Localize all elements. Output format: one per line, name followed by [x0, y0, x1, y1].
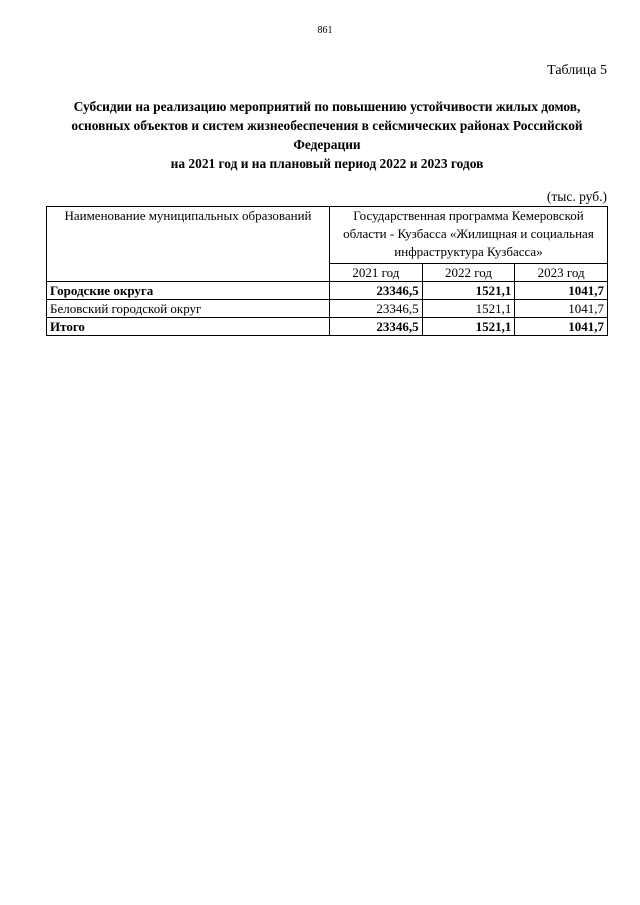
row-value-2023: 1041,7: [515, 318, 608, 336]
row-value-2021: 23346,5: [330, 300, 423, 318]
row-value-2023: 1041,7: [515, 300, 608, 318]
table-row-total: [47, 318, 608, 336]
row-value-2023: 1041,7: [515, 282, 608, 300]
row-name: Беловский городской округ: [47, 300, 330, 318]
row-value-2021: 23346,5: [330, 318, 423, 336]
row-value-2022: 1521,1: [422, 282, 515, 300]
row-value-2022: 1521,1: [422, 300, 515, 318]
header-year-2023: 2023 год: [515, 264, 608, 282]
title-line-1: Субсидии на реализацию мероприятий по повышению устойчивости жилых домов,: [73, 99, 581, 114]
row-name: Итого: [47, 318, 330, 336]
row-name: Городские округа: [47, 282, 330, 300]
units-label: (тыс. руб.): [546, 189, 607, 204]
title-line-4: на 2021 год и на плановый период 2022 и 2023 годов: [170, 156, 484, 171]
document-title: [40, 97, 614, 173]
table-row: [47, 282, 608, 300]
title-line-2: основных объектов и систем жизнеобеспечения в сейсмических районах Российской: [71, 118, 583, 133]
subsidies-table: [46, 206, 608, 336]
row-value-2021: 23346,5: [330, 282, 423, 300]
page-number: 861: [317, 25, 333, 36]
header-municipality: Наименование муниципальных образований: [47, 207, 330, 282]
header-year-2022: 2022 год: [422, 264, 515, 282]
header-program: Государственная программа Кемеровской области - Кузбасса «Жилищная и социальная инфраструктура Кузбасса»: [330, 207, 608, 264]
table-row: [47, 300, 608, 318]
table-label: Таблица 5: [547, 63, 607, 78]
title-line-3: Федерации: [293, 137, 361, 152]
header-year-2021: 2021 год: [330, 264, 423, 282]
row-value-2022: 1521,1: [422, 318, 515, 336]
